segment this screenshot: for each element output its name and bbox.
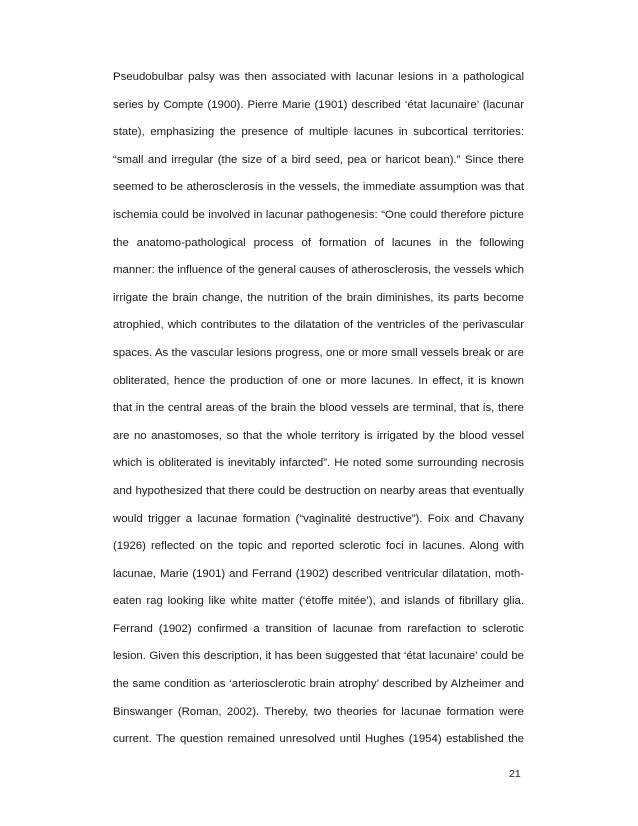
text-line: Ferrand (1902) confirmed a transition of lacunae from rarefaction to sclerotic bbox=[113, 622, 524, 635]
text-line: Pseudobulbar palsy was then associated with lacunar lesions in a pathological bbox=[113, 71, 524, 83]
text-line: and hypothesized that there could be destruction on nearby areas that eventually bbox=[113, 484, 524, 497]
body-paragraph bbox=[113, 69, 524, 759]
text-line: series by Compte (1900). Pierre Marie (1901) described ‘état lacunaire’ (lacunar bbox=[113, 98, 524, 111]
text-line: “small and irregular (the size of a bird seed, pea or haricot bean).” Since there bbox=[113, 153, 524, 166]
text-line: Binswanger (Roman, 2002). Thereby, two theories for lacunae formation were bbox=[113, 705, 524, 718]
text-line: current. The question remained unresolved until Hughes (1954) established the bbox=[113, 733, 524, 746]
text-line: manner: the influence of the general causes of atherosclerosis, the vessels which bbox=[113, 264, 524, 277]
text-line: would trigger a lacunae formation (“vaginalité destructive”). Foix and Chavany bbox=[113, 512, 524, 525]
page-number: 21 bbox=[509, 768, 521, 780]
text-line: seemed to be atherosclerosis in the vessels, the immediate assumption was that bbox=[113, 181, 524, 194]
text-line: the anatomo-pathological process of formation of lacunes in the following bbox=[113, 236, 524, 249]
text-line: the same condition as ‘arteriosclerotic brain atrophy’ described by Alzheimer and bbox=[113, 678, 524, 691]
text-line: state), emphasizing the presence of multiple lacunes in subcortical territories: bbox=[113, 126, 524, 139]
text-line: lesion. Given this description, it has been suggested that ‘état lacunaire’ could be bbox=[113, 650, 524, 663]
text-line: ischemia could be involved in lacunar pathogenesis: “One could therefore picture bbox=[113, 208, 524, 221]
text-line: which is obliterated is inevitably infarcted”. He noted some surrounding necrosis bbox=[113, 457, 524, 470]
text-line: obliterated, hence the production of one or more lacunes. In effect, it is known bbox=[113, 374, 524, 387]
text-line: that in the central areas of the brain the blood vessels are terminal, that is, there bbox=[113, 402, 524, 415]
text-line: irrigate the brain change, the nutrition of the brain diminishes, its parts become bbox=[113, 291, 524, 304]
text-line: atrophied, which contributes to the dilatation of the ventricles of the perivascular bbox=[113, 319, 524, 332]
text-line: lacunae, Marie (1901) and Ferrand (1902) described ventricular dilatation, moth- bbox=[113, 567, 524, 580]
text-line: (1926) reflected on the topic and reported sclerotic foci in lacunes. Along with bbox=[113, 540, 524, 553]
text-line: spaces. As the vascular lesions progress, one or more small vessels break or are bbox=[113, 346, 524, 359]
text-line: eaten rag looking like white matter (‘étoffe mitée’), and islands of fibrillary glia. bbox=[113, 595, 524, 608]
text-line: are no anastomoses, so that the whole territory is irrigated by the blood vessel bbox=[113, 429, 524, 442]
